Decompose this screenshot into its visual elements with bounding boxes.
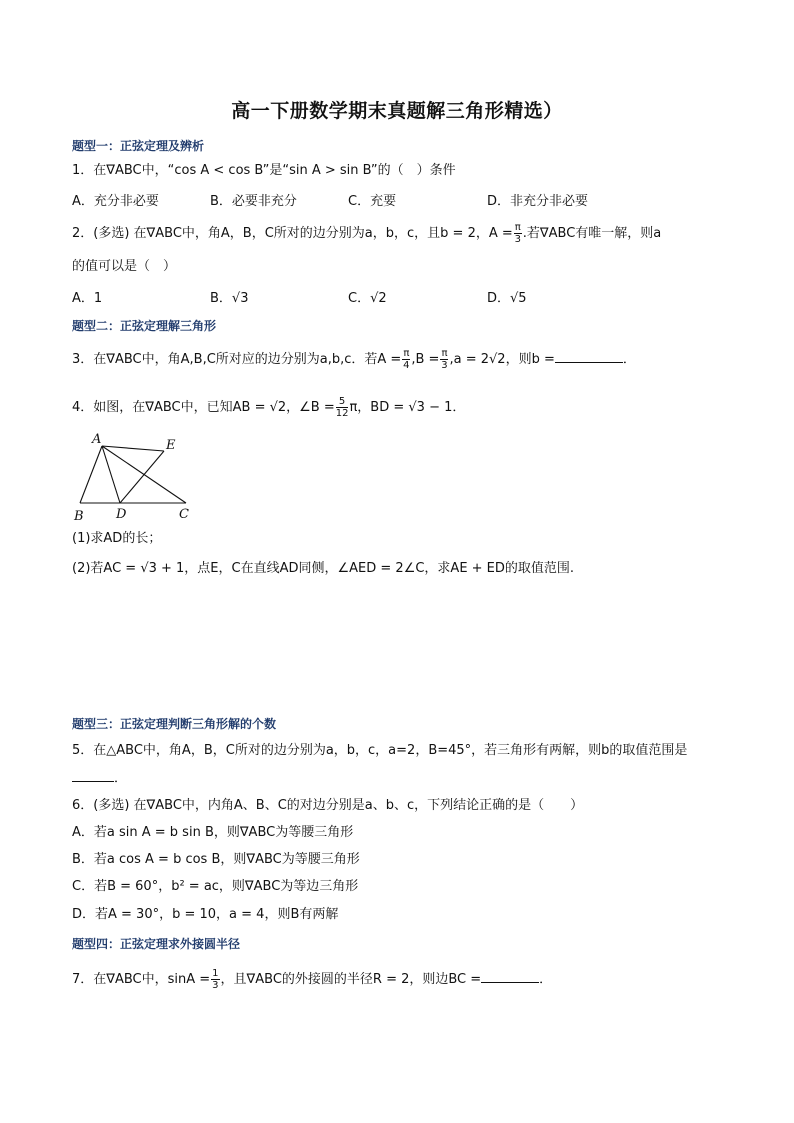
answer-blank bbox=[481, 982, 539, 983]
question-6-option-d: D．若A = 30°，b = 10，a = 4，则B有两解 bbox=[72, 907, 339, 922]
triangle-figure bbox=[72, 430, 202, 529]
question-4-line bbox=[72, 396, 465, 419]
fraction-numerator: π bbox=[441, 348, 448, 359]
fraction-denominator: 12 bbox=[335, 408, 349, 419]
question-1-option-d: D．非充分非必要 bbox=[487, 194, 589, 209]
question-7-line bbox=[72, 968, 552, 991]
section-heading-2: 题型二：正弦定理解三角形 bbox=[72, 319, 217, 333]
question-5-line-1: 5．在△ABC中，角A，B，C所对的边分别为a，b，c，a=2，B=45°，若三角形有两解，则b的取值范围是 bbox=[72, 743, 688, 758]
label-b: B bbox=[74, 509, 84, 524]
question-4-text-pre: 4．如图，在∇ABC中，已知AB = √2，∠B = bbox=[72, 400, 335, 415]
question-2-option-c: C．√2 bbox=[348, 291, 387, 306]
question-6-option-a: A．若a sin A = b sin B，则∇ABC为等腰三角形 bbox=[72, 825, 354, 840]
segment-ab bbox=[80, 446, 102, 503]
label-a: A bbox=[92, 432, 102, 447]
answer-blank bbox=[72, 781, 114, 782]
document-title: 高一下册数学期末真题解三角形精选） bbox=[231, 100, 563, 122]
question-2-line-2: 的值可以是（ ） bbox=[72, 259, 177, 274]
question-2-option-a: A．1 bbox=[72, 291, 103, 306]
label-c: C bbox=[179, 507, 189, 522]
question-5-line-2 bbox=[72, 770, 127, 788]
question-4-sub-1: (1)求AD的长； bbox=[72, 531, 162, 546]
question-2-option-d: D．√5 bbox=[487, 291, 527, 306]
section-heading-4: 题型四：正弦定理求外接圆半径 bbox=[72, 937, 241, 951]
fraction-denominator: 3 bbox=[441, 360, 448, 371]
question-3-line bbox=[72, 348, 636, 371]
question-1-option-c: C．充要 bbox=[348, 194, 397, 209]
question-7-text-pre: 7．在∇ABC中，sinA = bbox=[72, 972, 211, 987]
question-1-stem: 1．在∇ABC中，“cos A < cos B”是“sin A > sin B”的（ ）条件 bbox=[72, 163, 456, 178]
question-2-text-pre: 2．(多选) 在∇ABC中，角A，B，C所对的边分别为a，b，c，且b = 2，A = bbox=[72, 226, 513, 241]
segment-ed bbox=[120, 451, 164, 503]
fraction-denominator: 3 bbox=[212, 980, 219, 991]
question-3-text-mid: ,B = bbox=[411, 352, 440, 367]
question-2-text-post: .若∇ABC有唯一解，则a bbox=[522, 226, 662, 241]
question-1-option-a: A．充分非必要 bbox=[72, 194, 159, 209]
fraction-denominator: 3 bbox=[514, 234, 521, 245]
question-3-fraction-a bbox=[402, 348, 410, 371]
question-4-sub-2: (2)若AC = √3 + 1，点E，C在直线AD同侧，∠AED = 2∠C，求AE + ED的取值范围. bbox=[72, 561, 575, 576]
question-3-fraction-b bbox=[440, 348, 448, 371]
question-7-fraction bbox=[211, 968, 219, 991]
label-d: D bbox=[116, 507, 127, 522]
question-6-stem: 6．(多选) 在∇ABC中，内角A、B、C的对边分别是a、b、c，下列结论正确的是（ ） bbox=[72, 798, 584, 813]
question-1-option-b: B．必要非充分 bbox=[210, 194, 297, 209]
fraction-numerator: 5 bbox=[336, 396, 349, 408]
segment-ae bbox=[102, 446, 164, 451]
question-6-option-b: B．若a cos A = b cos B，则∇ABC为等腰三角形 bbox=[72, 852, 360, 867]
question-4-fraction bbox=[336, 396, 349, 419]
question-7-text-post: ，且∇ABC的外接圆的半径R = 2，则边BC = bbox=[220, 972, 482, 987]
answer-blank bbox=[555, 362, 623, 363]
fraction-numerator: π bbox=[514, 222, 521, 233]
question-2-option-b: B．√3 bbox=[210, 291, 249, 306]
question-3-text-post: ,a = 2√2，则b = bbox=[449, 352, 555, 367]
segment-ad bbox=[102, 446, 120, 503]
question-3-text-pre: 3．在∇ABC中，角A,B,C所对应的边分别为a,b,c．若A = bbox=[72, 352, 402, 367]
question-6-option-c: C．若B = 60°，b² = ac，则∇ABC为等边三角形 bbox=[72, 879, 359, 894]
section-heading-1: 题型一：正弦定理及辨析 bbox=[72, 139, 205, 153]
question-4-text-post: π，BD = √3 − 1． bbox=[349, 400, 466, 415]
fraction-numerator: 1 bbox=[212, 968, 219, 979]
fraction-numerator: π bbox=[403, 348, 410, 359]
question-2-fraction bbox=[514, 222, 522, 245]
triangle-diagram bbox=[72, 430, 202, 525]
question-5-text-end: ． bbox=[114, 771, 128, 786]
question-3-text-end: ． bbox=[622, 352, 636, 367]
question-2-line-1 bbox=[72, 222, 661, 245]
question-7-text-end: ． bbox=[539, 972, 553, 987]
fraction-denominator: 4 bbox=[403, 360, 410, 371]
section-heading-3: 题型三：正弦定理判断三角形解的个数 bbox=[72, 717, 277, 731]
label-e: E bbox=[166, 438, 176, 453]
